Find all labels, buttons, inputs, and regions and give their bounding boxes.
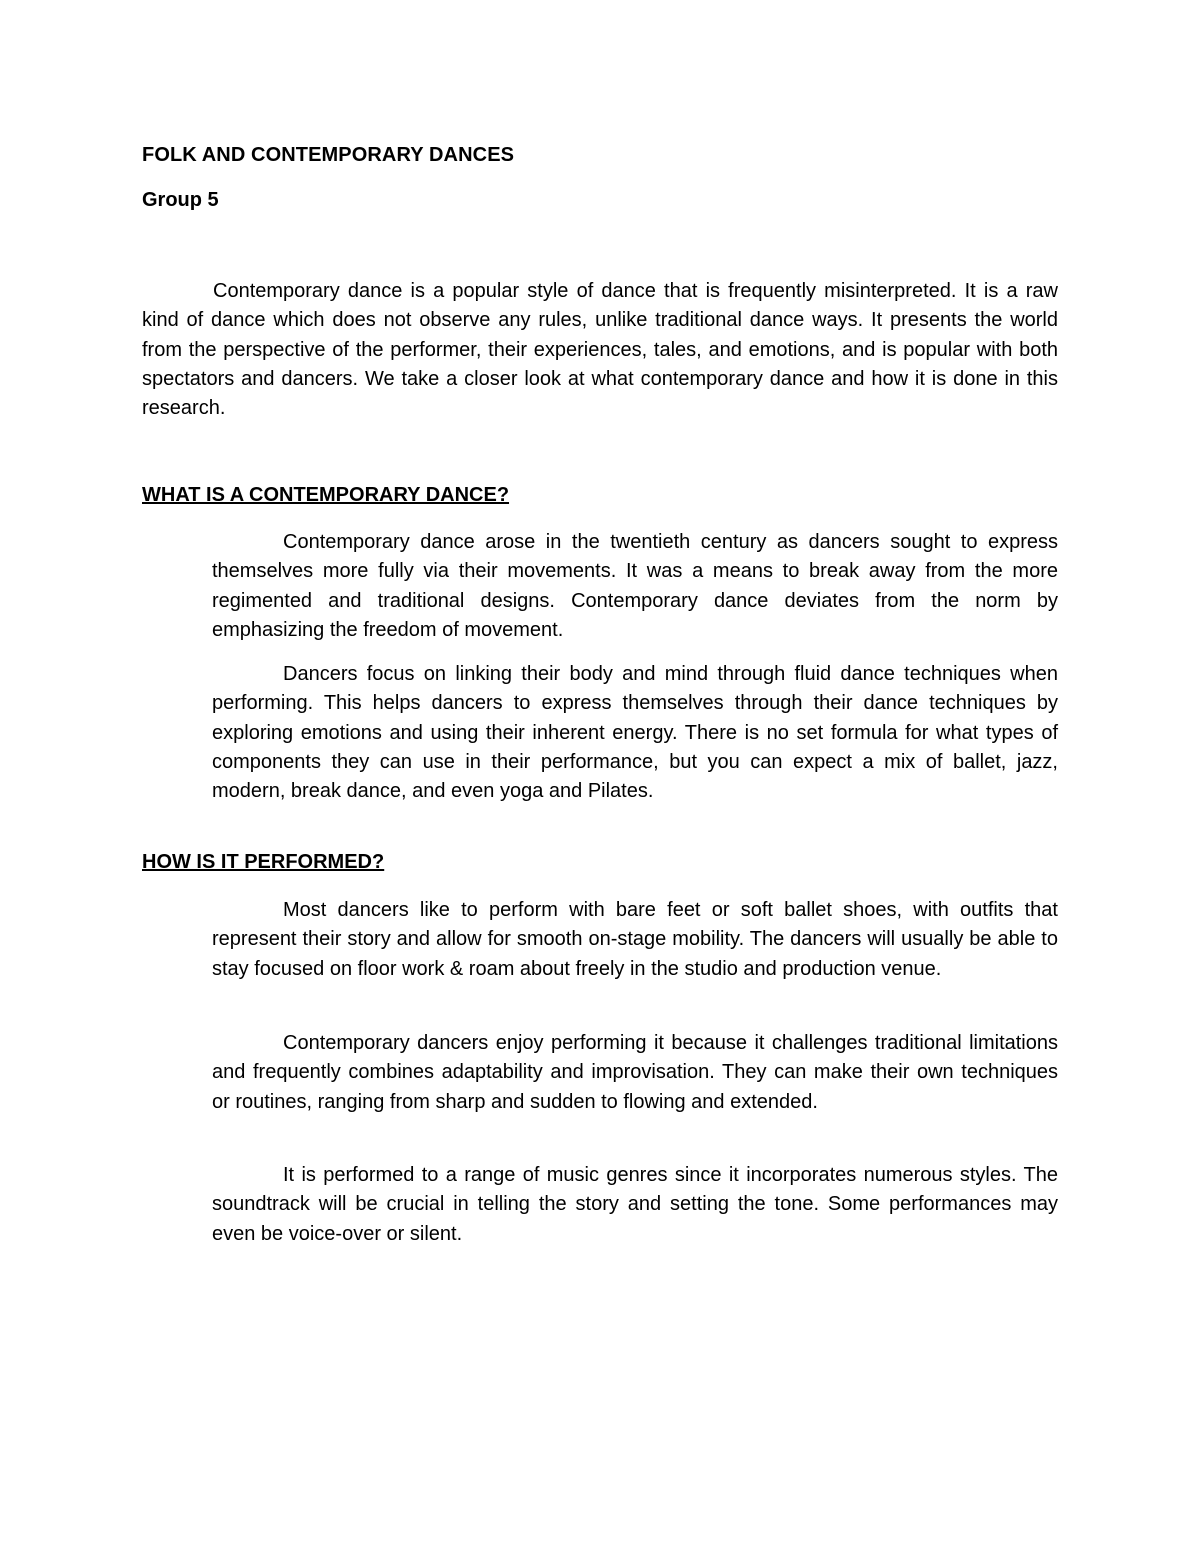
section-paragraph: It is performed to a range of music genres since it incorporates numerous styles. The soundtrack will be crucial in telling the story and setting the tone. Some performances may even be voice-over or silent. — [212, 1164, 1058, 1245]
section-heading-how-performed: HOW IS IT PERFORMED? — [142, 851, 385, 873]
intro-paragraph: Contemporary dance is a popular style of dance that is frequently misinterpreted. It is a raw kind of dance which does not observe any rules, unlike traditional dance ways. It presents the world from the perspective of the performer, their experiences, tales, and emotions, and is popular with both spectators and dancers. We take a closer look at what contemporary dance and how it is done in this research. — [142, 280, 1058, 420]
section-heading-what-is: WHAT IS A CONTEMPORARY DANCE? — [142, 484, 510, 506]
section-paragraph: Dancers focus on linking their body and mind through fluid dance techniques when performing. This helps dancers to express themselves through their dance techniques by exploring emotions and using their inherent energy. There is no set formula for what types of components they can use in their performance, but you can expect a mix of ballet, jazz, modern, break dance, and even yoga and Pilates. — [212, 663, 1058, 803]
section-paragraph: Contemporary dance arose in the twentieth century as dancers sought to express themselves more fully via their movements. It was a means to break away from the more regimented and traditional designs. Contemporary dance deviates from the norm by emphasizing the freedom of movement. — [212, 531, 1058, 641]
document-title: FOLK AND CONTEMPORARY DANCES — [142, 144, 515, 166]
section-paragraph: Most dancers like to perform with bare feet or soft ballet shoes, with outfits that represent their story and allow for smooth on-stage mobility. The dancers will usually be able to stay focused on floor work & roam about freely in the studio and production venue. — [212, 899, 1058, 980]
section-paragraph: Contemporary dancers enjoy performing it because it challenges traditional limitations and frequently combines adaptability and improvisation. They can make their own techniques or routines, ranging from sharp and sudden to flowing and extended. — [212, 1032, 1058, 1113]
group-label: Group 5 — [142, 189, 219, 211]
